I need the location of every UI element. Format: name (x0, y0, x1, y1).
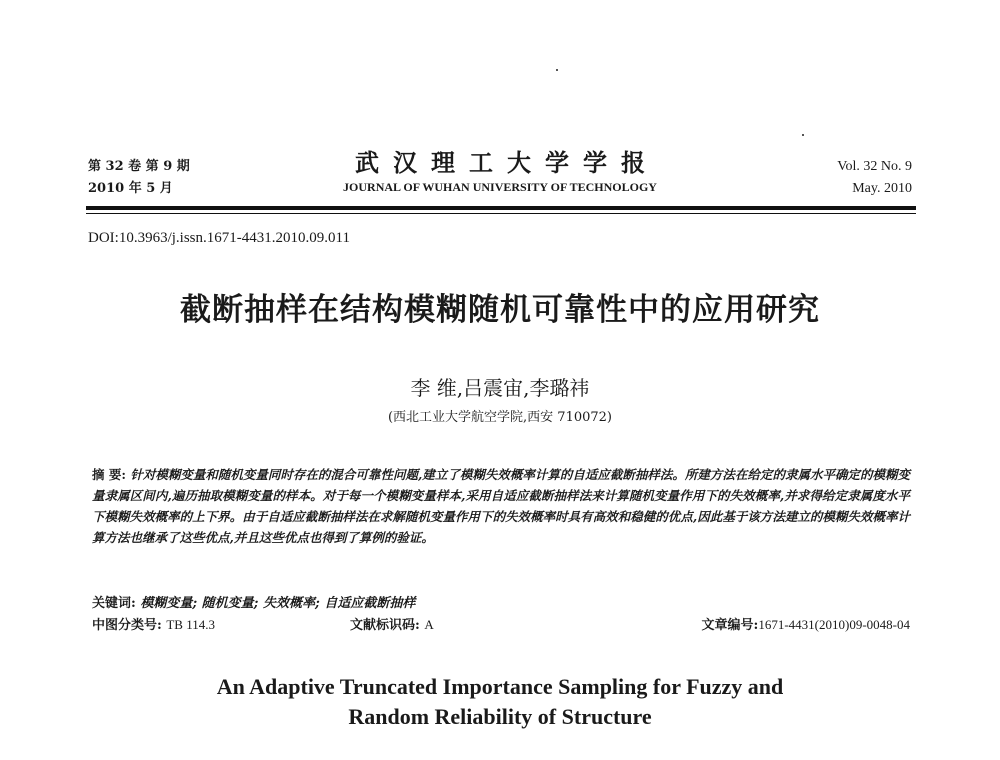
article-label: 文章编号: (701, 618, 759, 633)
clc-label: 中图分类号: (92, 618, 162, 633)
abstract (92, 464, 910, 548)
abstract-text: 针对模糊变量和随机变量同时存在的混合可靠性问题,建立了模糊失效概率计算的自适应截断抽样法。所建方法在给定的隶属水平确定的模糊变量隶属区间内,遍历抽取模糊变量的样本。对于每一个模糊变量样本,采用自适应截断抽样法来计算随机变量作用下的失效概率,并求得给定隶属度水平下模糊失效概率的上下界。由于自适应截断抽样法在求解随机变量作用下的失效概率时具有高效和稳健的优点,因此基于该方法建立的模糊失效概率计算方法也继承了这些优点,并且这些优点也得到了算例的验证。 (92, 467, 910, 545)
header-rule-thin (86, 213, 916, 214)
scan-speck (802, 134, 804, 136)
keywords-label: 关键词: (92, 596, 136, 611)
journal-title-en: JOURNAL OF WUHAN UNIVERSITY OF TECHNOLOGY (343, 180, 657, 194)
doc-value: A (424, 617, 434, 632)
scan-speck (556, 69, 558, 71)
clc-value: TB 114.3 (166, 617, 215, 632)
title-en-line1: An Adaptive Truncated Importance Sampling for Fuzzy and (216, 674, 784, 699)
clc-number (92, 614, 215, 633)
journal-masthead (300, 148, 700, 196)
header-left (88, 156, 190, 200)
date-en: May. 2010 (852, 181, 912, 196)
date-cn: 2010 年 5 月 (88, 181, 173, 196)
keywords (92, 592, 415, 611)
article-number (702, 614, 910, 633)
header-right (837, 156, 912, 200)
affiliation: (西北工业大学航空学院,西安 710072) (387, 410, 613, 425)
doc-label: 文献标识码: (350, 618, 420, 633)
journal-title-cn: 武汉理工大学学报 (355, 148, 659, 177)
volume-issue: 第 32 卷 第 9 期 (88, 159, 190, 174)
title-en-line2: Random Reliability of Structure (348, 704, 652, 729)
abstract-label: 摘 要: (92, 467, 126, 482)
volume-issue-en: Vol. 32 No. 9 (837, 159, 912, 174)
authors: 李 维,吕震宙,李璐祎 (410, 376, 590, 400)
classification-row (92, 614, 910, 636)
header-rule-thick (86, 206, 916, 210)
article-value: 1671-4431(2010)09-0048-04 (758, 617, 910, 632)
paper-title-en (100, 672, 900, 732)
document-code (350, 614, 434, 633)
doi: DOI:10.3963/j.issn.1671-4431.2010.09.011 (88, 230, 350, 246)
keywords-text: 模糊变量; 随机变量; 失效概率; 自适应截断抽样 (140, 596, 416, 611)
paper-title-cn: 截断抽样在结构模糊随机可靠性中的应用研究 (180, 292, 820, 328)
